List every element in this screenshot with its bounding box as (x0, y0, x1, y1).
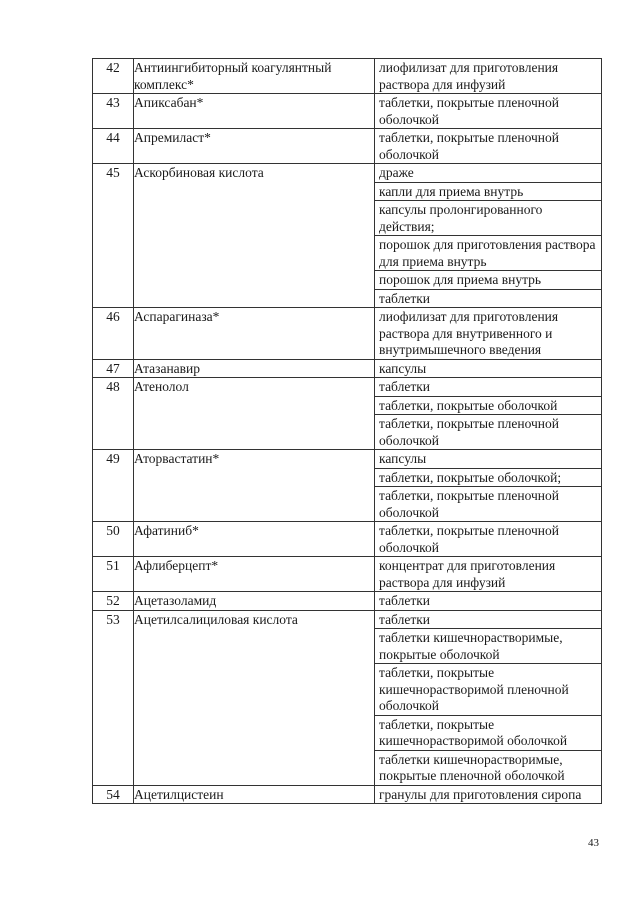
row-number: 50 (93, 522, 134, 557)
drug-name: Ацетазоламид (134, 592, 375, 611)
dosage-form: таблетки, покрытые кишечнорастворимой пленочной оболочкой (375, 664, 601, 716)
table-row (93, 308, 602, 360)
table-row (93, 557, 602, 592)
dosage-form: драже (375, 164, 601, 183)
row-number: 46 (93, 308, 134, 360)
dosage-form: таблетки, покрытые пленочной оболочкой (379, 416, 560, 448)
table-row (93, 129, 602, 164)
dosage-form: порошок для приема внутрь (375, 271, 601, 290)
dosage-form: таблетки, покрытые пленочной оболочкой (379, 95, 560, 127)
dosage-form: капсулы (375, 450, 601, 469)
dosage-form: таблетки, покрытые оболочкой (375, 397, 601, 416)
table-row (93, 610, 602, 785)
dosage-form: лиофилизат для приготовления раствора для инфузий (379, 60, 559, 92)
dosage-forms-cell (375, 785, 602, 804)
table-row (93, 785, 602, 804)
dosage-form: таблетки (375, 378, 601, 397)
row-number: 47 (93, 359, 134, 378)
row-number: 51 (93, 557, 134, 592)
drug-name: Афлиберцепт* (134, 557, 375, 592)
drug-name: Апиксабан* (134, 94, 375, 129)
drug-table-body (93, 59, 602, 804)
dosage-forms-cell (375, 557, 602, 592)
table-row (93, 592, 602, 611)
table-row (93, 59, 602, 94)
dosage-forms-cell (375, 308, 602, 360)
row-number: 44 (93, 129, 134, 164)
table-row (93, 164, 602, 308)
dosage-forms-cell (375, 164, 602, 308)
dosage-forms-cell (375, 522, 602, 557)
drug-name: Аспарагиназа* (134, 308, 375, 360)
table-row (93, 94, 602, 129)
dosage-form: таблетки, покрытые пленочной оболочкой (379, 488, 560, 520)
dosage-forms-cell (375, 129, 602, 164)
dosage-form: таблетки, покрытые пленочной оболочкой (379, 523, 560, 555)
dosage-forms-cell (375, 94, 602, 129)
row-number: 54 (93, 785, 134, 804)
dosage-forms-cell (375, 450, 602, 522)
row-number: 45 (93, 164, 134, 308)
drug-name: Атенолол (134, 378, 375, 450)
dosage-form: таблетки, покрытые кишечнорастворимой оболочкой (375, 716, 601, 751)
page-number: 43 (588, 837, 599, 849)
dosage-form: капли для приема внутрь (375, 183, 601, 202)
dosage-forms-cell (375, 610, 602, 785)
dosage-form: таблетки кишечнорастворимые, покрытые пленочной оболочкой (379, 751, 565, 783)
dosage-form: гранулы для приготовления сиропа (379, 786, 582, 802)
drug-name: Афатиниб* (134, 522, 375, 557)
dosage-form: таблетки (375, 611, 601, 630)
drug-name: Ацетилцистеин (134, 785, 375, 804)
dosage-form: концентрат для приготовления раствора для инфузий (379, 558, 556, 590)
drug-name: Аскорбиновая кислота (134, 164, 375, 308)
drug-name: Аторвастатин* (134, 450, 375, 522)
dosage-forms-cell (375, 378, 602, 450)
row-number: 52 (93, 592, 134, 611)
dosage-form: капсулы пролонгированного действия; (375, 201, 601, 236)
row-number: 48 (93, 378, 134, 450)
drug-name: Антиингибиторный коагулянтный комплекс* (134, 59, 375, 94)
dosage-form: таблетки, покрытые пленочной оболочкой (379, 130, 560, 162)
dosage-form: лиофилизат для приготовления раствора для внутривенного и внутримышечного введения (379, 309, 559, 357)
drug-name: Апремиласт* (134, 129, 375, 164)
table-row (93, 359, 602, 378)
dosage-form: таблетки (379, 290, 431, 306)
row-number: 49 (93, 450, 134, 522)
row-number: 43 (93, 94, 134, 129)
dosage-forms-cell (375, 592, 602, 611)
table-row (93, 522, 602, 557)
drug-name: Ацетилсалициловая кислота (134, 610, 375, 785)
row-number: 53 (93, 610, 134, 785)
dosage-forms-cell (375, 359, 602, 378)
drug-table (92, 58, 602, 804)
dosage-form: таблетки (379, 593, 431, 608)
dosage-form: капсулы (379, 360, 427, 376)
dosage-form: порошок для приготовления раствора для приема внутрь (375, 236, 601, 271)
dosage-form: таблетки кишечнорастворимые, покрытые оболочкой (375, 629, 601, 664)
drug-name: Атазанавир (134, 359, 375, 378)
row-number: 42 (93, 59, 134, 94)
dosage-form: таблетки, покрытые оболочкой; (375, 469, 601, 488)
dosage-forms-cell (375, 59, 602, 94)
table-row (93, 450, 602, 522)
table-row (93, 378, 602, 450)
